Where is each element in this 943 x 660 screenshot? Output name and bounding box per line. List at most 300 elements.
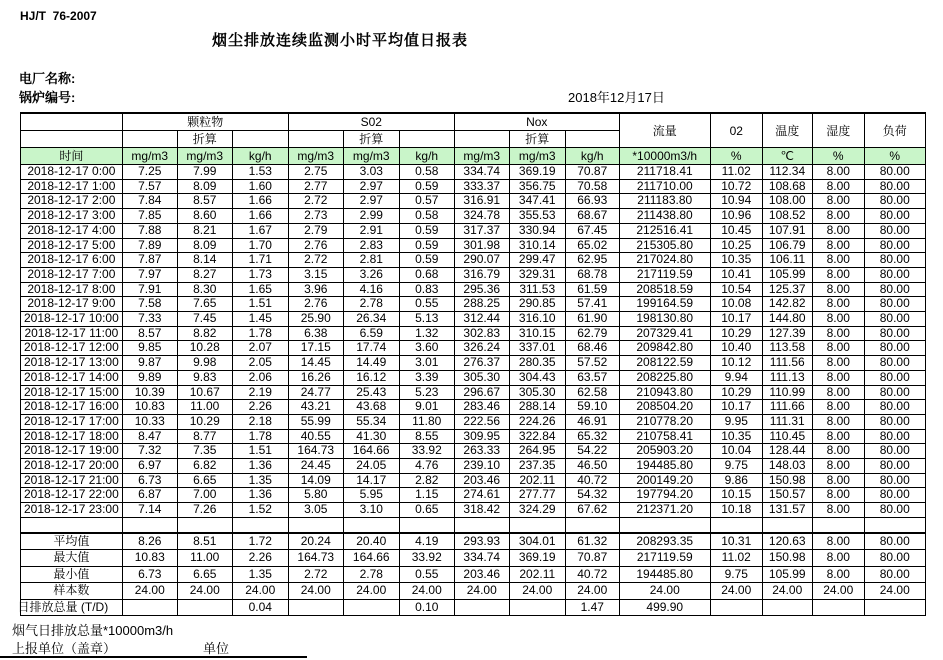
value-cell: 80.00 <box>864 165 925 180</box>
value-cell: 211718.41 <box>619 165 710 180</box>
table-row <box>21 400 926 415</box>
value-cell <box>288 599 343 615</box>
value-cell: 10.04 <box>710 444 762 459</box>
table-row <box>21 209 926 224</box>
header-nox-converted: 折算 <box>509 131 565 148</box>
value-cell: 46.91 <box>565 414 619 429</box>
value-cell: 0.59 <box>399 238 454 253</box>
value-cell: 2.72 <box>288 566 343 583</box>
empty-cell <box>565 517 619 533</box>
table-header <box>21 113 926 165</box>
value-cell: 10.83 <box>122 550 177 567</box>
value-cell: 304.43 <box>509 370 565 385</box>
value-cell: 80.00 <box>864 400 925 415</box>
value-cell: 150.98 <box>762 550 812 567</box>
table-row <box>21 341 926 356</box>
value-cell: 24.00 <box>509 583 565 600</box>
time-cell: 2018-12-17 23:00 <box>21 503 123 518</box>
value-cell: 329.31 <box>509 267 565 282</box>
value-cell: 24.00 <box>122 583 177 600</box>
value-cell: 80.00 <box>864 385 925 400</box>
value-cell: 2.79 <box>288 223 343 238</box>
value-cell: 280.35 <box>509 356 565 371</box>
value-cell: 16.26 <box>288 370 343 385</box>
value-cell: 80.00 <box>864 414 925 429</box>
empty-cell <box>710 517 762 533</box>
value-cell: 1.73 <box>232 267 288 282</box>
header-empty-cell <box>21 131 123 148</box>
value-cell: 6.38 <box>288 326 343 341</box>
value-cell: 62.58 <box>565 385 619 400</box>
value-cell: 217119.59 <box>619 267 710 282</box>
value-cell: 217119.59 <box>619 550 710 567</box>
value-cell: 0.58 <box>399 165 454 180</box>
summary-label: 最小值 <box>21 566 123 583</box>
time-cell: 2018-12-17 3:00 <box>21 209 123 224</box>
value-cell: 8.47 <box>122 429 177 444</box>
header-group-row <box>21 113 926 131</box>
value-cell: 3.05 <box>288 503 343 518</box>
table-row <box>21 165 926 180</box>
value-cell: 8.57 <box>122 326 177 341</box>
value-cell: 1.67 <box>232 223 288 238</box>
report-date: 2018年12月17日 <box>568 90 665 105</box>
value-cell: 24.77 <box>288 385 343 400</box>
value-cell: 8.57 <box>177 194 232 209</box>
value-cell: 150.98 <box>762 473 812 488</box>
value-cell: 305.30 <box>454 370 509 385</box>
value-cell: 10.41 <box>710 267 762 282</box>
value-cell: 6.82 <box>177 459 232 474</box>
time-cell: 2018-12-17 11:00 <box>21 326 123 341</box>
value-cell: 7.00 <box>177 488 232 503</box>
value-cell: 2.76 <box>288 238 343 253</box>
value-cell: 299.47 <box>509 253 565 268</box>
value-cell: 9.98 <box>177 356 232 371</box>
value-cell: 164.73 <box>288 550 343 567</box>
value-cell: 224.26 <box>509 414 565 429</box>
value-cell: 10.31 <box>710 533 762 550</box>
header-units-row <box>21 148 926 165</box>
value-cell: 8.00 <box>812 488 864 503</box>
value-cell: 107.91 <box>762 223 812 238</box>
value-cell: 7.14 <box>122 503 177 518</box>
table-row <box>21 444 926 459</box>
value-cell: 24.00 <box>454 583 509 600</box>
value-cell: 0.59 <box>399 223 454 238</box>
time-cell: 2018-12-17 19:00 <box>21 444 123 459</box>
value-cell: 330.94 <box>509 223 565 238</box>
value-cell: 70.87 <box>565 165 619 180</box>
value-cell: 2.07 <box>232 341 288 356</box>
value-cell: 7.57 <box>122 179 177 194</box>
unit-label: 单位 <box>203 641 230 656</box>
value-cell: 1.36 <box>232 488 288 503</box>
value-cell: 8.00 <box>812 459 864 474</box>
value-cell: 2.76 <box>288 297 343 312</box>
value-cell: 8.30 <box>177 282 232 297</box>
value-cell: 80.00 <box>864 473 925 488</box>
table-row <box>21 370 926 385</box>
value-cell: 205903.20 <box>619 444 710 459</box>
value-cell: 264.95 <box>509 444 565 459</box>
empty-cell <box>762 517 812 533</box>
value-cell: 305.30 <box>509 385 565 400</box>
empty-cell <box>812 517 864 533</box>
value-cell: 10.18 <box>710 503 762 518</box>
value-cell: 1.52 <box>232 503 288 518</box>
value-cell: 309.95 <box>454 429 509 444</box>
value-cell: 80.00 <box>864 326 925 341</box>
value-cell: 10.17 <box>710 312 762 327</box>
empty-cell <box>509 517 565 533</box>
unit-cell: ℃ <box>762 148 812 165</box>
header-empty-cell <box>288 131 343 148</box>
value-cell: 0.65 <box>399 503 454 518</box>
value-cell: 211183.80 <box>619 194 710 209</box>
time-cell: 2018-12-17 1:00 <box>21 179 123 194</box>
report-body <box>17 164 926 616</box>
value-cell: 203.46 <box>454 566 509 583</box>
table-row <box>21 253 926 268</box>
summary-label: 样本数 <box>21 583 123 600</box>
value-cell: 17.74 <box>343 341 399 356</box>
value-cell <box>454 599 509 615</box>
value-cell: 14.17 <box>343 473 399 488</box>
table-row <box>21 459 926 474</box>
header-empty-cell <box>565 131 619 148</box>
value-cell: 25.90 <box>288 312 343 327</box>
value-cell: 54.32 <box>565 488 619 503</box>
value-cell: 8.00 <box>812 165 864 180</box>
value-cell: 8.00 <box>812 209 864 224</box>
value-cell: 210943.80 <box>619 385 710 400</box>
unit-cell: mg/m3 <box>288 148 343 165</box>
value-cell: 8.00 <box>812 550 864 567</box>
value-cell: 283.46 <box>454 400 509 415</box>
value-cell: 8.00 <box>812 282 864 297</box>
value-cell: 67.62 <box>565 503 619 518</box>
value-cell: 208225.80 <box>619 370 710 385</box>
value-cell: 33.92 <box>399 444 454 459</box>
report-table <box>17 112 926 616</box>
empty-cell <box>343 517 399 533</box>
value-cell: 1.78 <box>232 429 288 444</box>
value-cell: 111.56 <box>762 356 812 371</box>
value-cell: 1.35 <box>232 566 288 583</box>
value-cell: 54.22 <box>565 444 619 459</box>
value-cell: 217024.80 <box>619 253 710 268</box>
value-cell: 20.40 <box>343 533 399 550</box>
value-cell: 80.00 <box>864 179 925 194</box>
table-row <box>21 414 926 429</box>
table-row <box>21 473 926 488</box>
value-cell: 5.13 <box>399 312 454 327</box>
time-cell: 2018-12-17 10:00 <box>21 312 123 327</box>
value-cell: 8.82 <box>177 326 232 341</box>
value-cell: 208518.59 <box>619 282 710 297</box>
value-cell: 25.43 <box>343 385 399 400</box>
value-cell: 347.41 <box>509 194 565 209</box>
value-cell: 1.47 <box>565 599 619 615</box>
value-cell: 9.95 <box>710 414 762 429</box>
value-cell: 59.10 <box>565 400 619 415</box>
value-cell: 10.28 <box>177 341 232 356</box>
value-cell: 68.67 <box>565 209 619 224</box>
value-cell: 211710.00 <box>619 179 710 194</box>
value-cell: 322.84 <box>509 429 565 444</box>
plant-name-label: 电厂名称: <box>19 71 76 86</box>
value-cell: 200149.20 <box>619 473 710 488</box>
value-cell: 1.45 <box>232 312 288 327</box>
table-row <box>21 312 926 327</box>
time-cell: 2018-12-17 16:00 <box>21 400 123 415</box>
value-cell: 202.11 <box>509 473 565 488</box>
value-cell: 11.00 <box>177 550 232 567</box>
value-cell: 148.03 <box>762 459 812 474</box>
summary-label: 平均值 <box>21 533 123 550</box>
value-cell: 2.83 <box>343 238 399 253</box>
value-cell: 2.26 <box>232 400 288 415</box>
daily-total-row <box>21 599 926 615</box>
value-cell: 1.78 <box>232 326 288 341</box>
value-cell: 310.15 <box>509 326 565 341</box>
value-cell: 40.72 <box>565 473 619 488</box>
value-cell: 24.05 <box>343 459 399 474</box>
time-cell: 2018-12-17 9:00 <box>21 297 123 312</box>
value-cell: 2.26 <box>232 550 288 567</box>
value-cell: 311.53 <box>509 282 565 297</box>
time-cell: 2018-12-17 20:00 <box>21 459 123 474</box>
value-cell: 337.01 <box>509 341 565 356</box>
value-cell: 9.85 <box>122 341 177 356</box>
value-cell: 24.00 <box>177 583 232 600</box>
summary-row <box>21 566 926 583</box>
value-cell: 80.00 <box>864 488 925 503</box>
table-row <box>21 385 926 400</box>
empty-cell <box>122 517 177 533</box>
value-cell: 164.73 <box>288 444 343 459</box>
value-cell: 2.97 <box>343 194 399 209</box>
value-cell: 11.00 <box>177 400 232 415</box>
value-cell: 8.00 <box>812 356 864 371</box>
empty-cell <box>177 517 232 533</box>
value-cell: 80.00 <box>864 459 925 474</box>
value-cell: 209842.80 <box>619 341 710 356</box>
value-cell: 24.00 <box>232 583 288 600</box>
value-cell: 2.18 <box>232 414 288 429</box>
value-cell: 164.66 <box>343 444 399 459</box>
value-cell: 80.00 <box>864 209 925 224</box>
value-cell: 80.00 <box>864 238 925 253</box>
time-cell: 2018-12-17 13:00 <box>21 356 123 371</box>
value-cell: 2.72 <box>288 194 343 209</box>
value-cell: 11.02 <box>710 550 762 567</box>
value-cell: 274.61 <box>454 488 509 503</box>
value-cell: 239.10 <box>454 459 509 474</box>
table-row <box>21 194 926 209</box>
time-cell: 2018-12-17 2:00 <box>21 194 123 209</box>
value-cell: 324.29 <box>509 503 565 518</box>
value-cell: 80.00 <box>864 282 925 297</box>
value-cell: 210778.20 <box>619 414 710 429</box>
value-cell: 24.00 <box>619 583 710 600</box>
value-cell: 0.59 <box>399 179 454 194</box>
value-cell: 2.81 <box>343 253 399 268</box>
value-cell: 24.00 <box>864 583 925 600</box>
value-cell: 8.00 <box>812 400 864 415</box>
value-cell: 10.72 <box>710 179 762 194</box>
value-cell: 20.24 <box>288 533 343 550</box>
value-cell: 6.65 <box>177 566 232 583</box>
value-cell: 10.35 <box>710 253 762 268</box>
value-cell: 10.83 <box>122 400 177 415</box>
value-cell: 6.97 <box>122 459 177 474</box>
value-cell: 0.55 <box>399 566 454 583</box>
value-cell: 106.79 <box>762 238 812 253</box>
value-cell: 10.45 <box>710 223 762 238</box>
value-cell: 7.65 <box>177 297 232 312</box>
value-cell: 57.41 <box>565 297 619 312</box>
value-cell: 40.55 <box>288 429 343 444</box>
header-pm-converted: 折算 <box>177 131 232 148</box>
value-cell: 46.50 <box>565 459 619 474</box>
value-cell: 356.75 <box>509 179 565 194</box>
bottom-edge-line <box>0 656 307 658</box>
value-cell: 10.54 <box>710 282 762 297</box>
value-cell: 7.99 <box>177 165 232 180</box>
value-cell: 10.17 <box>710 400 762 415</box>
time-cell: 2018-12-17 8:00 <box>21 282 123 297</box>
unit-cell: mg/m3 <box>343 148 399 165</box>
empty-cell <box>619 517 710 533</box>
value-cell: 302.83 <box>454 326 509 341</box>
unit-cell: % <box>710 148 762 165</box>
value-cell: 304.01 <box>509 533 565 550</box>
value-cell: 197794.20 <box>619 488 710 503</box>
value-cell: 288.25 <box>454 297 509 312</box>
value-cell: 8.60 <box>177 209 232 224</box>
value-cell: 8.00 <box>812 312 864 327</box>
value-cell: 5.95 <box>343 488 399 503</box>
value-cell: 10.08 <box>710 297 762 312</box>
value-cell: 334.74 <box>454 165 509 180</box>
value-cell: 10.29 <box>177 414 232 429</box>
value-cell: 1.53 <box>232 165 288 180</box>
header-so2-converted: 折算 <box>343 131 399 148</box>
value-cell: 9.75 <box>710 459 762 474</box>
value-cell: 312.44 <box>454 312 509 327</box>
value-cell: 127.39 <box>762 326 812 341</box>
table-row <box>21 503 926 518</box>
value-cell: 317.37 <box>454 223 509 238</box>
value-cell: 3.10 <box>343 503 399 518</box>
value-cell: 65.32 <box>565 429 619 444</box>
value-cell: 333.37 <box>454 179 509 194</box>
value-cell: 10.25 <box>710 238 762 253</box>
value-cell: 2.91 <box>343 223 399 238</box>
value-cell: 24.00 <box>288 583 343 600</box>
value-cell: 316.91 <box>454 194 509 209</box>
value-cell: 288.14 <box>509 400 565 415</box>
value-cell: 112.34 <box>762 165 812 180</box>
value-cell: 40.72 <box>565 566 619 583</box>
value-cell: 318.42 <box>454 503 509 518</box>
value-cell: 8.00 <box>812 326 864 341</box>
value-cell: 150.57 <box>762 488 812 503</box>
value-cell: 324.78 <box>454 209 509 224</box>
value-cell: 68.78 <box>565 267 619 282</box>
doc-code: HJ/T 76-2007 <box>20 9 97 23</box>
value-cell: 9.83 <box>177 370 232 385</box>
value-cell: 0.59 <box>399 253 454 268</box>
header-flow: 流量 <box>619 113 710 148</box>
value-cell: 1.32 <box>399 326 454 341</box>
value-cell: 4.76 <box>399 459 454 474</box>
value-cell: 8.00 <box>812 267 864 282</box>
value-cell: 1.60 <box>232 179 288 194</box>
value-cell: 7.84 <box>122 194 177 209</box>
value-cell: 43.68 <box>343 400 399 415</box>
value-cell <box>509 599 565 615</box>
value-cell: 164.66 <box>343 550 399 567</box>
empty-cell <box>288 517 343 533</box>
value-cell: 26.34 <box>343 312 399 327</box>
value-cell: 369.19 <box>509 550 565 567</box>
value-cell: 61.90 <box>565 312 619 327</box>
value-cell: 2.78 <box>343 566 399 583</box>
value-cell: 61.32 <box>565 533 619 550</box>
value-cell: 9.86 <box>710 473 762 488</box>
value-cell: 212516.41 <box>619 223 710 238</box>
value-cell: 276.37 <box>454 356 509 371</box>
time-cell: 2018-12-17 22:00 <box>21 488 123 503</box>
summary-label: 最大值 <box>21 550 123 567</box>
time-cell: 2018-12-17 15:00 <box>21 385 123 400</box>
value-cell: 8.00 <box>812 238 864 253</box>
value-cell: 3.60 <box>399 341 454 356</box>
header-o2: 02 <box>710 113 762 148</box>
value-cell: 316.10 <box>509 312 565 327</box>
unit-cell: *10000m3/h <box>619 148 710 165</box>
value-cell: 198130.80 <box>619 312 710 327</box>
value-cell: 9.01 <box>399 400 454 415</box>
value-cell: 80.00 <box>864 533 925 550</box>
time-cell: 2018-12-17 17:00 <box>21 414 123 429</box>
value-cell: 7.87 <box>122 253 177 268</box>
value-cell: 16.12 <box>343 370 399 385</box>
value-cell <box>710 599 762 615</box>
value-cell: 111.31 <box>762 414 812 429</box>
value-cell: 211438.80 <box>619 209 710 224</box>
value-cell: 7.58 <box>122 297 177 312</box>
value-cell: 499.90 <box>619 599 710 615</box>
value-cell: 7.97 <box>122 267 177 282</box>
value-cell: 1.36 <box>232 459 288 474</box>
value-cell: 10.33 <box>122 414 177 429</box>
header-nox-group: Nox <box>454 113 619 131</box>
value-cell: 55.34 <box>343 414 399 429</box>
header-empty-cell <box>454 131 509 148</box>
value-cell: 24.00 <box>399 583 454 600</box>
value-cell: 8.00 <box>812 194 864 209</box>
value-cell: 222.56 <box>454 414 509 429</box>
value-cell: 1.51 <box>232 444 288 459</box>
unit-cell: kg/h <box>399 148 454 165</box>
value-cell: 110.99 <box>762 385 812 400</box>
unit-cell: mg/m3 <box>454 148 509 165</box>
value-cell: 7.32 <box>122 444 177 459</box>
